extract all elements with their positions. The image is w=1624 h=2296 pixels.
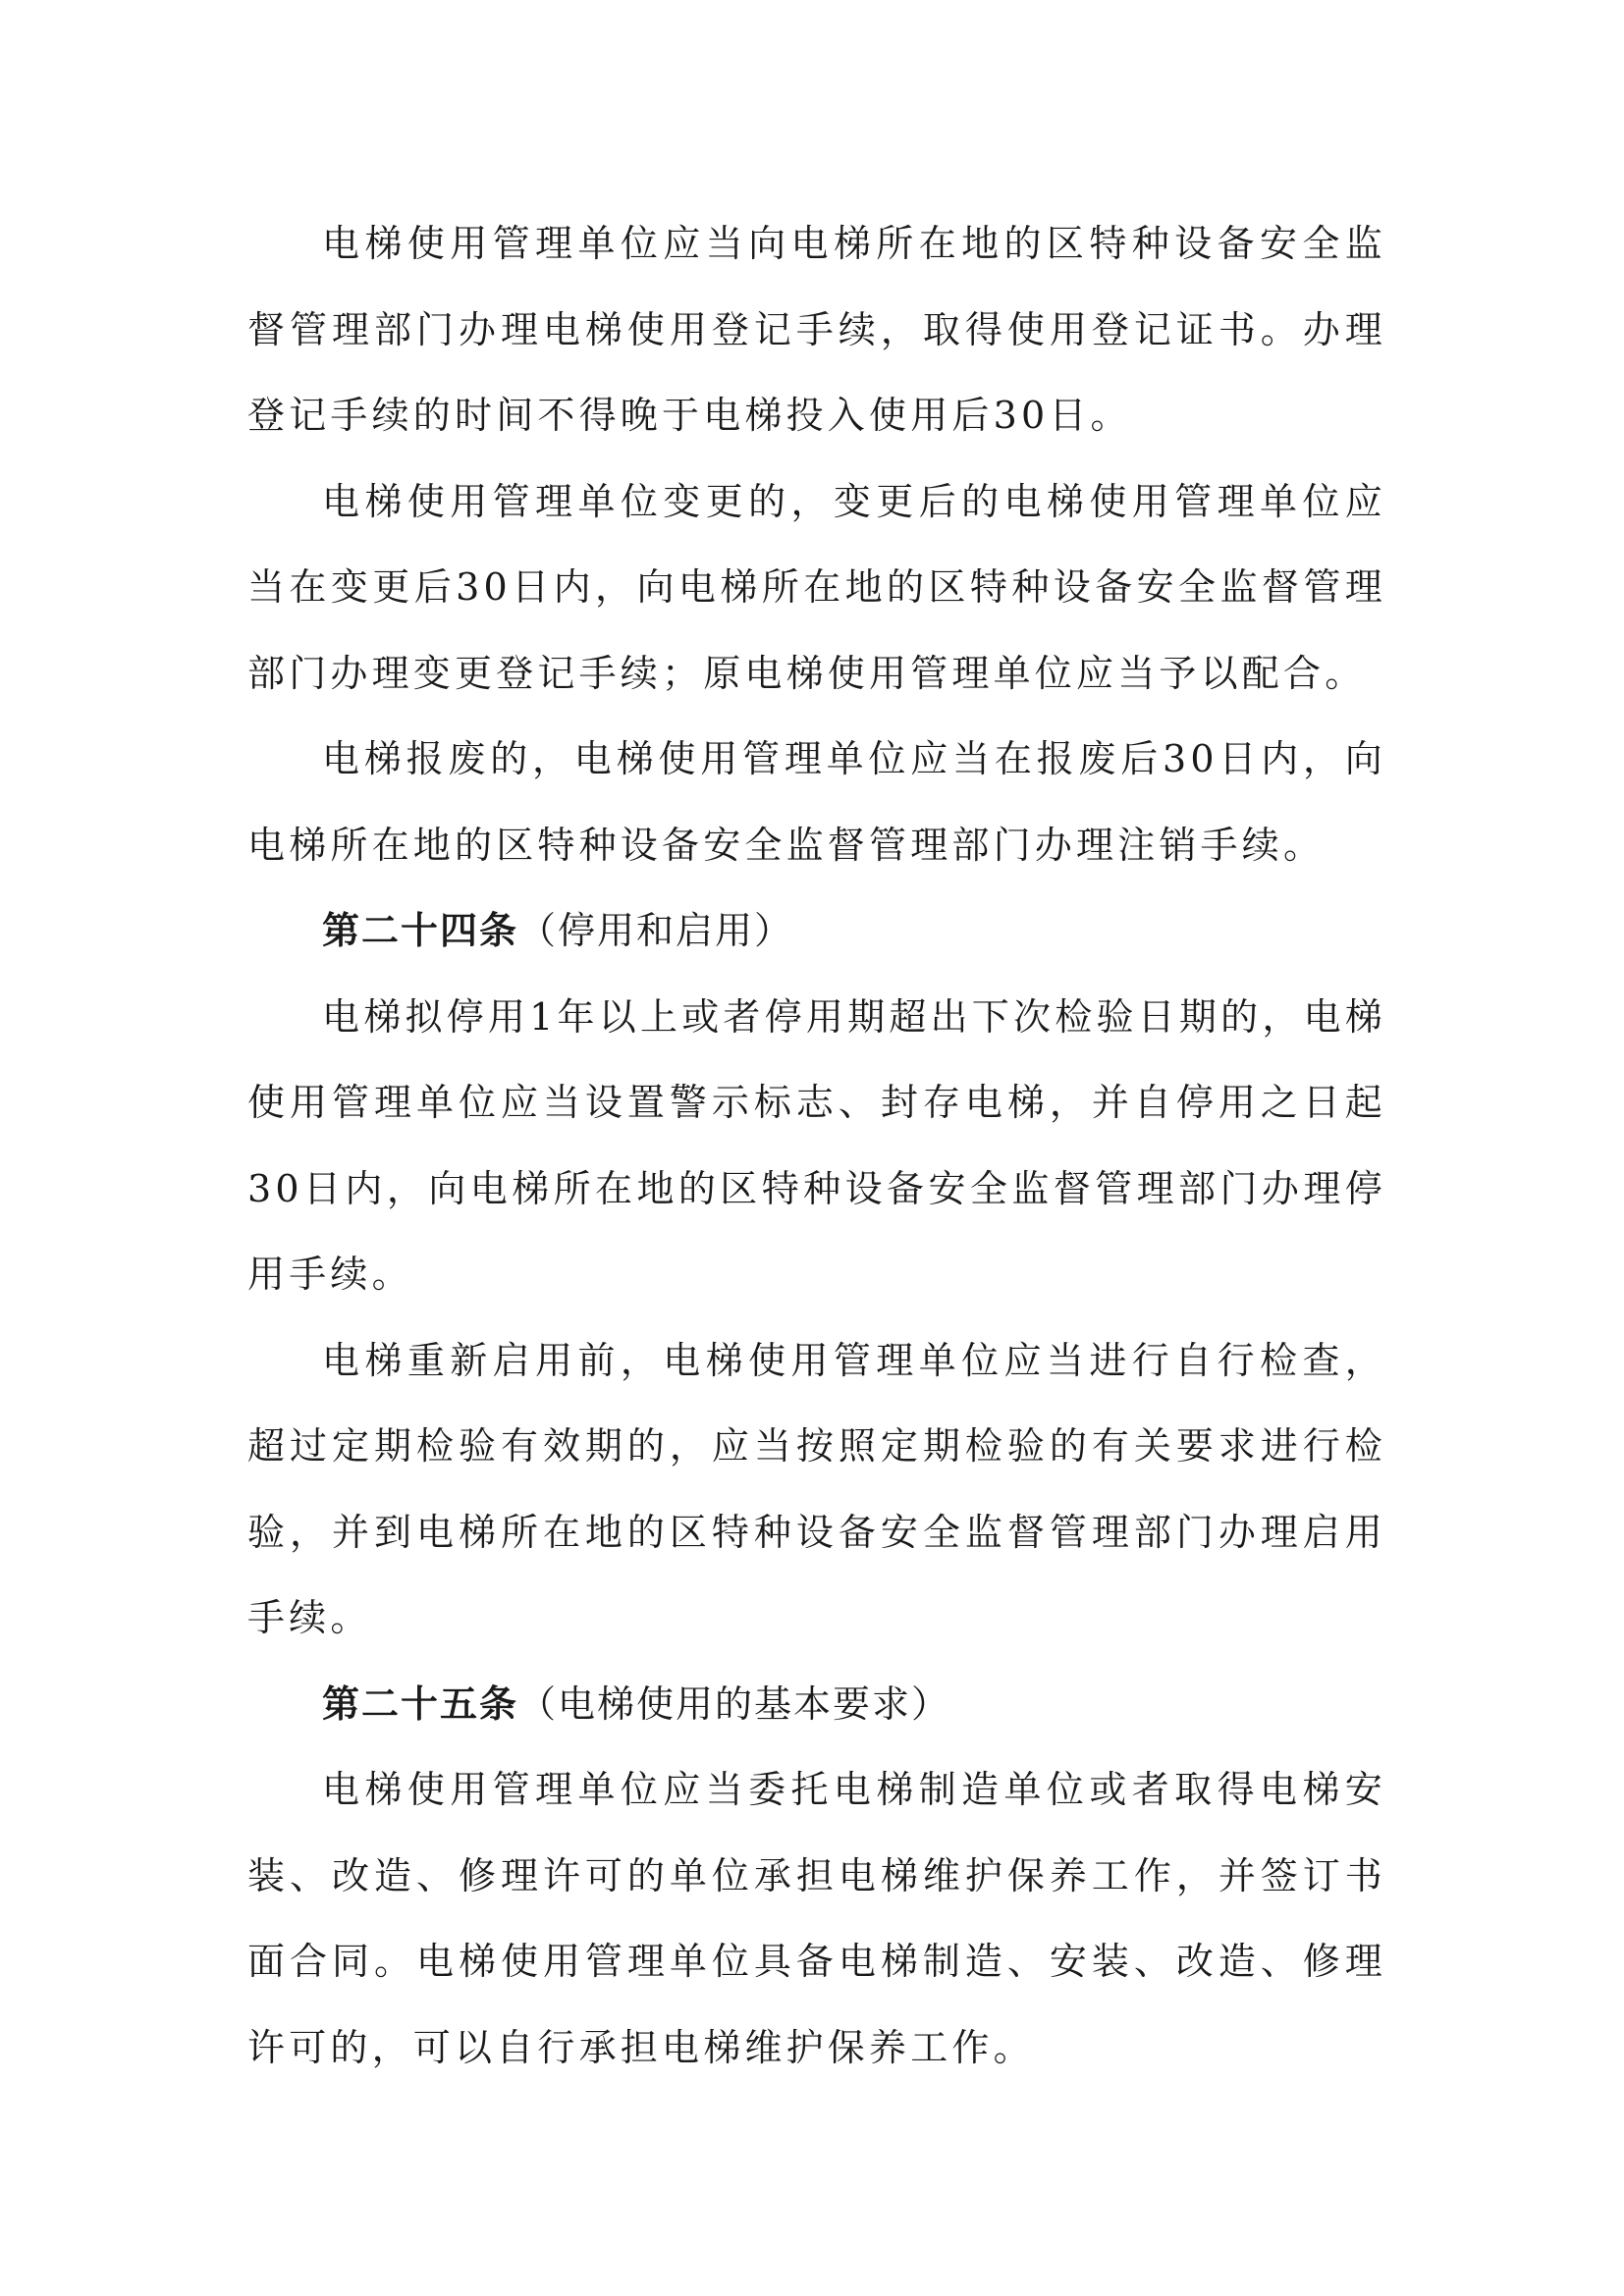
article-24-paragraph-restart: 电梯重新启用前，电梯使用管理单位应当进行自行检查，超过定期检验有效期的，应当按照定期检验的有关要求进行检验，并到电梯所在地的区特种设备安全监督管理部门办理启用手续。: [247, 1338, 1386, 1639]
article-25-title: （电梯使用的基本要求）: [518, 1682, 951, 1726]
article-24-title: （停用和启用）: [518, 909, 794, 952]
article-24-number: 第二十四条: [322, 909, 519, 952]
article-25-number: 第二十五条: [322, 1682, 519, 1726]
paragraph-scrapping: 电梯报废的，电梯使用管理单位应当在报废后30日内，向电梯所在地的区特种设备安全监督管理部门办理注销手续。: [247, 737, 1386, 867]
article-24-paragraph-suspension: 电梯拟停用1年以上或者停用期超出下次检验日期的，电梯使用管理单位应当设置警示标志、封存电梯，并自停用之日起30日内，向电梯所在地的区特种设备安全监督管理部门办理停用手续。: [247, 994, 1386, 1296]
article-25-paragraph-maintenance: 电梯使用管理单位应当委托电梯制造单位或者取得电梯安装、改造、修理许可的单位承担电梯维护保养工作，并签订书面合同。电梯使用管理单位具备电梯制造、安装、改造、修理许可的，可以自行承担电梯维护保养工作。: [247, 1768, 1386, 2069]
paragraph-change-of-unit: 电梯使用管理单位变更的，变更后的电梯使用管理单位应当在变更后30日内，向电梯所在地的区特种设备安全监督管理部门办理变更登记手续；原电梯使用管理单位应当予以配合。: [247, 479, 1386, 695]
paragraph-registration: 电梯使用管理单位应当向电梯所在地的区特种设备安全监督管理部门办理电梯使用登记手续，取得使用登记证书。办理登记手续的时间不得晚于电梯投入使用后30日。: [247, 222, 1386, 437]
article-24-heading: [247, 888, 1386, 975]
article-25-heading: [247, 1662, 1386, 1748]
document-body: [247, 201, 1386, 2091]
